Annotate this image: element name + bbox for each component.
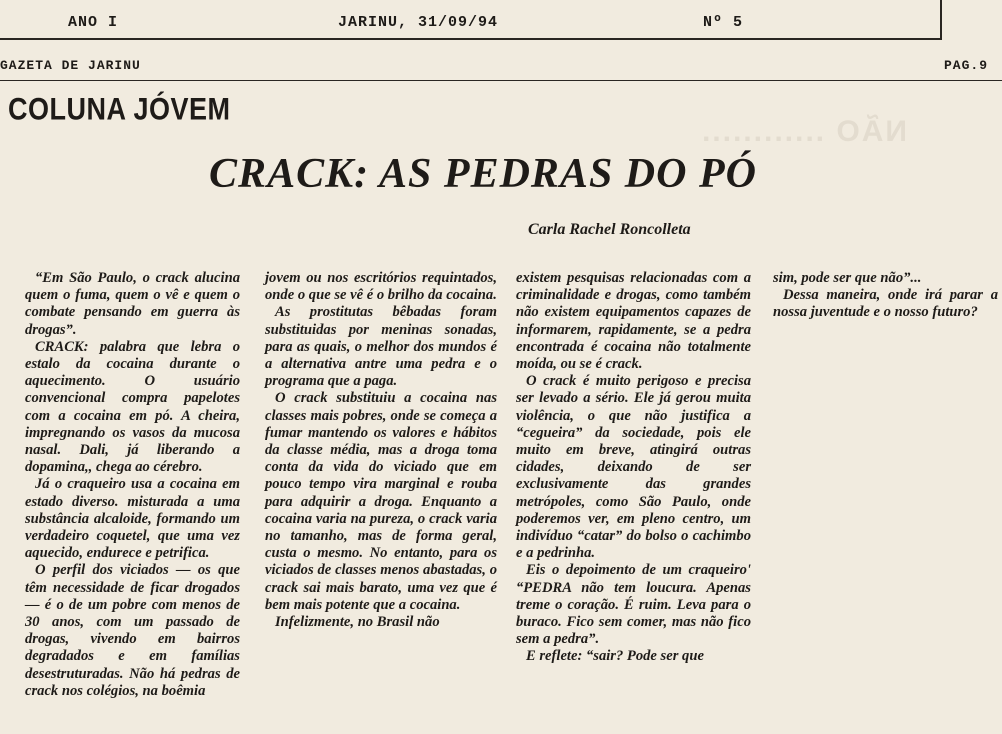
paragraph: Dessa maneira, onde irá parar a nossa juventude e o nosso futuro? bbox=[773, 287, 998, 321]
masthead-issue: Nº 5 bbox=[703, 14, 744, 31]
masthead-year: ANO I bbox=[68, 14, 119, 31]
article-headline: CRACK: AS PEDRAS DO PÓ bbox=[209, 151, 757, 197]
paragraph: O perfil dos viciados — os que têm necessidade de ficar drogados — é o de um pobre com menos de 30 anos, com um passado de drogas, vivendo em bairros degradados e em famílias desestruturadas. Não há pedras de crack nos colégios, na boêmia bbox=[25, 562, 240, 699]
paragraph: “Em São Paulo, o crack alucina quem o fuma, quem o vê e quem o combate pensando em guerra às drogas”. bbox=[25, 270, 240, 338]
masthead-place-date: JARINU, 31/09/94 bbox=[338, 14, 499, 31]
paragraph: O crack é muito perigoso e precisa ser levado a sério. Ele já gerou muita violência, o que não justifica a “cegueira” da sociedade, pois ele muito em breve, atingirá outras cidades, deixando de ser exclusivamente das grandes metrópoles, como São Paulo, onde poderemos ver, em pleno centro, um indivíduo “catar” do bolso o cachimbo e a pedrinha. bbox=[516, 373, 751, 562]
paragraph: jovem ou nos escritórios requintados, onde o que se vê é o brilho da cocaina. bbox=[265, 270, 497, 304]
header-rule bbox=[0, 80, 1002, 81]
section-title: COLUNA JÓVEM bbox=[8, 92, 231, 127]
paragraph: sim, pode ser que não”... bbox=[773, 270, 922, 286]
page-number: PAG.9 bbox=[943, 58, 988, 73]
newspaper-name: GAZETA DE JARINU bbox=[0, 58, 141, 73]
show-through-print: NÃO ............ bbox=[700, 115, 908, 148]
paragraph: E reflete: “sair? Pode ser que bbox=[526, 648, 704, 665]
text-column-4 bbox=[773, 270, 998, 322]
text-column-2 bbox=[265, 270, 497, 631]
paragraph: Eis o depoimento de um craqueiro' “PEDRA não tem loucura. Apenas treme o coração. É ruim. Leva para o buraco. Fico sem comer, mas não fico sem a pedra”. bbox=[516, 562, 751, 648]
paragraph: O crack substituiu a cocaina nas classes mais pobres, onde se começa a fumar mantendo os valores e hábitos da classe média, mas a droga toma conta da vida do viciado que em pouco tempo vira marginal e rouba para adquirir a droga. Enquanto a cocaina varia na pureza, o crack varia no tamanho, mas de forma geral, custa o mesmo. No entanto, para os viciados de classes menos abastadas, o crack sai mais barato, uma vez que é bem mais potente que a cocaina. bbox=[265, 390, 497, 613]
text-column-1 bbox=[25, 270, 240, 700]
paragraph: As prostitutas bêbadas foram substituidas por meninas sonadas, para as quais, o melhor dos mundos é a alternativa antre uma pedra e o programa que a paga. bbox=[265, 304, 497, 390]
paragraph: existem pesquisas relacionadas com a criminalidade e drogas, como também não existem equipamentos capazes de informarem, rapidamente, se a pedra encontrada é cocaina não totalmente moída, ou se é crack. bbox=[516, 270, 751, 373]
masthead-bar bbox=[0, 0, 942, 40]
article-author: Carla Rachel Roncolleta bbox=[528, 221, 691, 238]
text-column-3 bbox=[516, 270, 751, 666]
paragraph: Infelizmente, no Brasil não bbox=[275, 614, 440, 631]
paragraph: Já o craqueiro usa a cocaina em estado diverso. misturada a uma substância alcaloide, formando um verdadeiro coquetel, que uma vez aquecido, endurece e petrifica. bbox=[25, 476, 240, 562]
paragraph: CRACK: palabra que lebra o estalo da cocaina durante o aquecimento. O usuário convencional compra papelotes com a cocaina em pó. A cheira, impregnando os vasos da mucosa nasal. Dali, já liberando a dopamina,, chega ao cérebro. bbox=[25, 338, 240, 476]
page-header bbox=[0, 58, 1002, 78]
